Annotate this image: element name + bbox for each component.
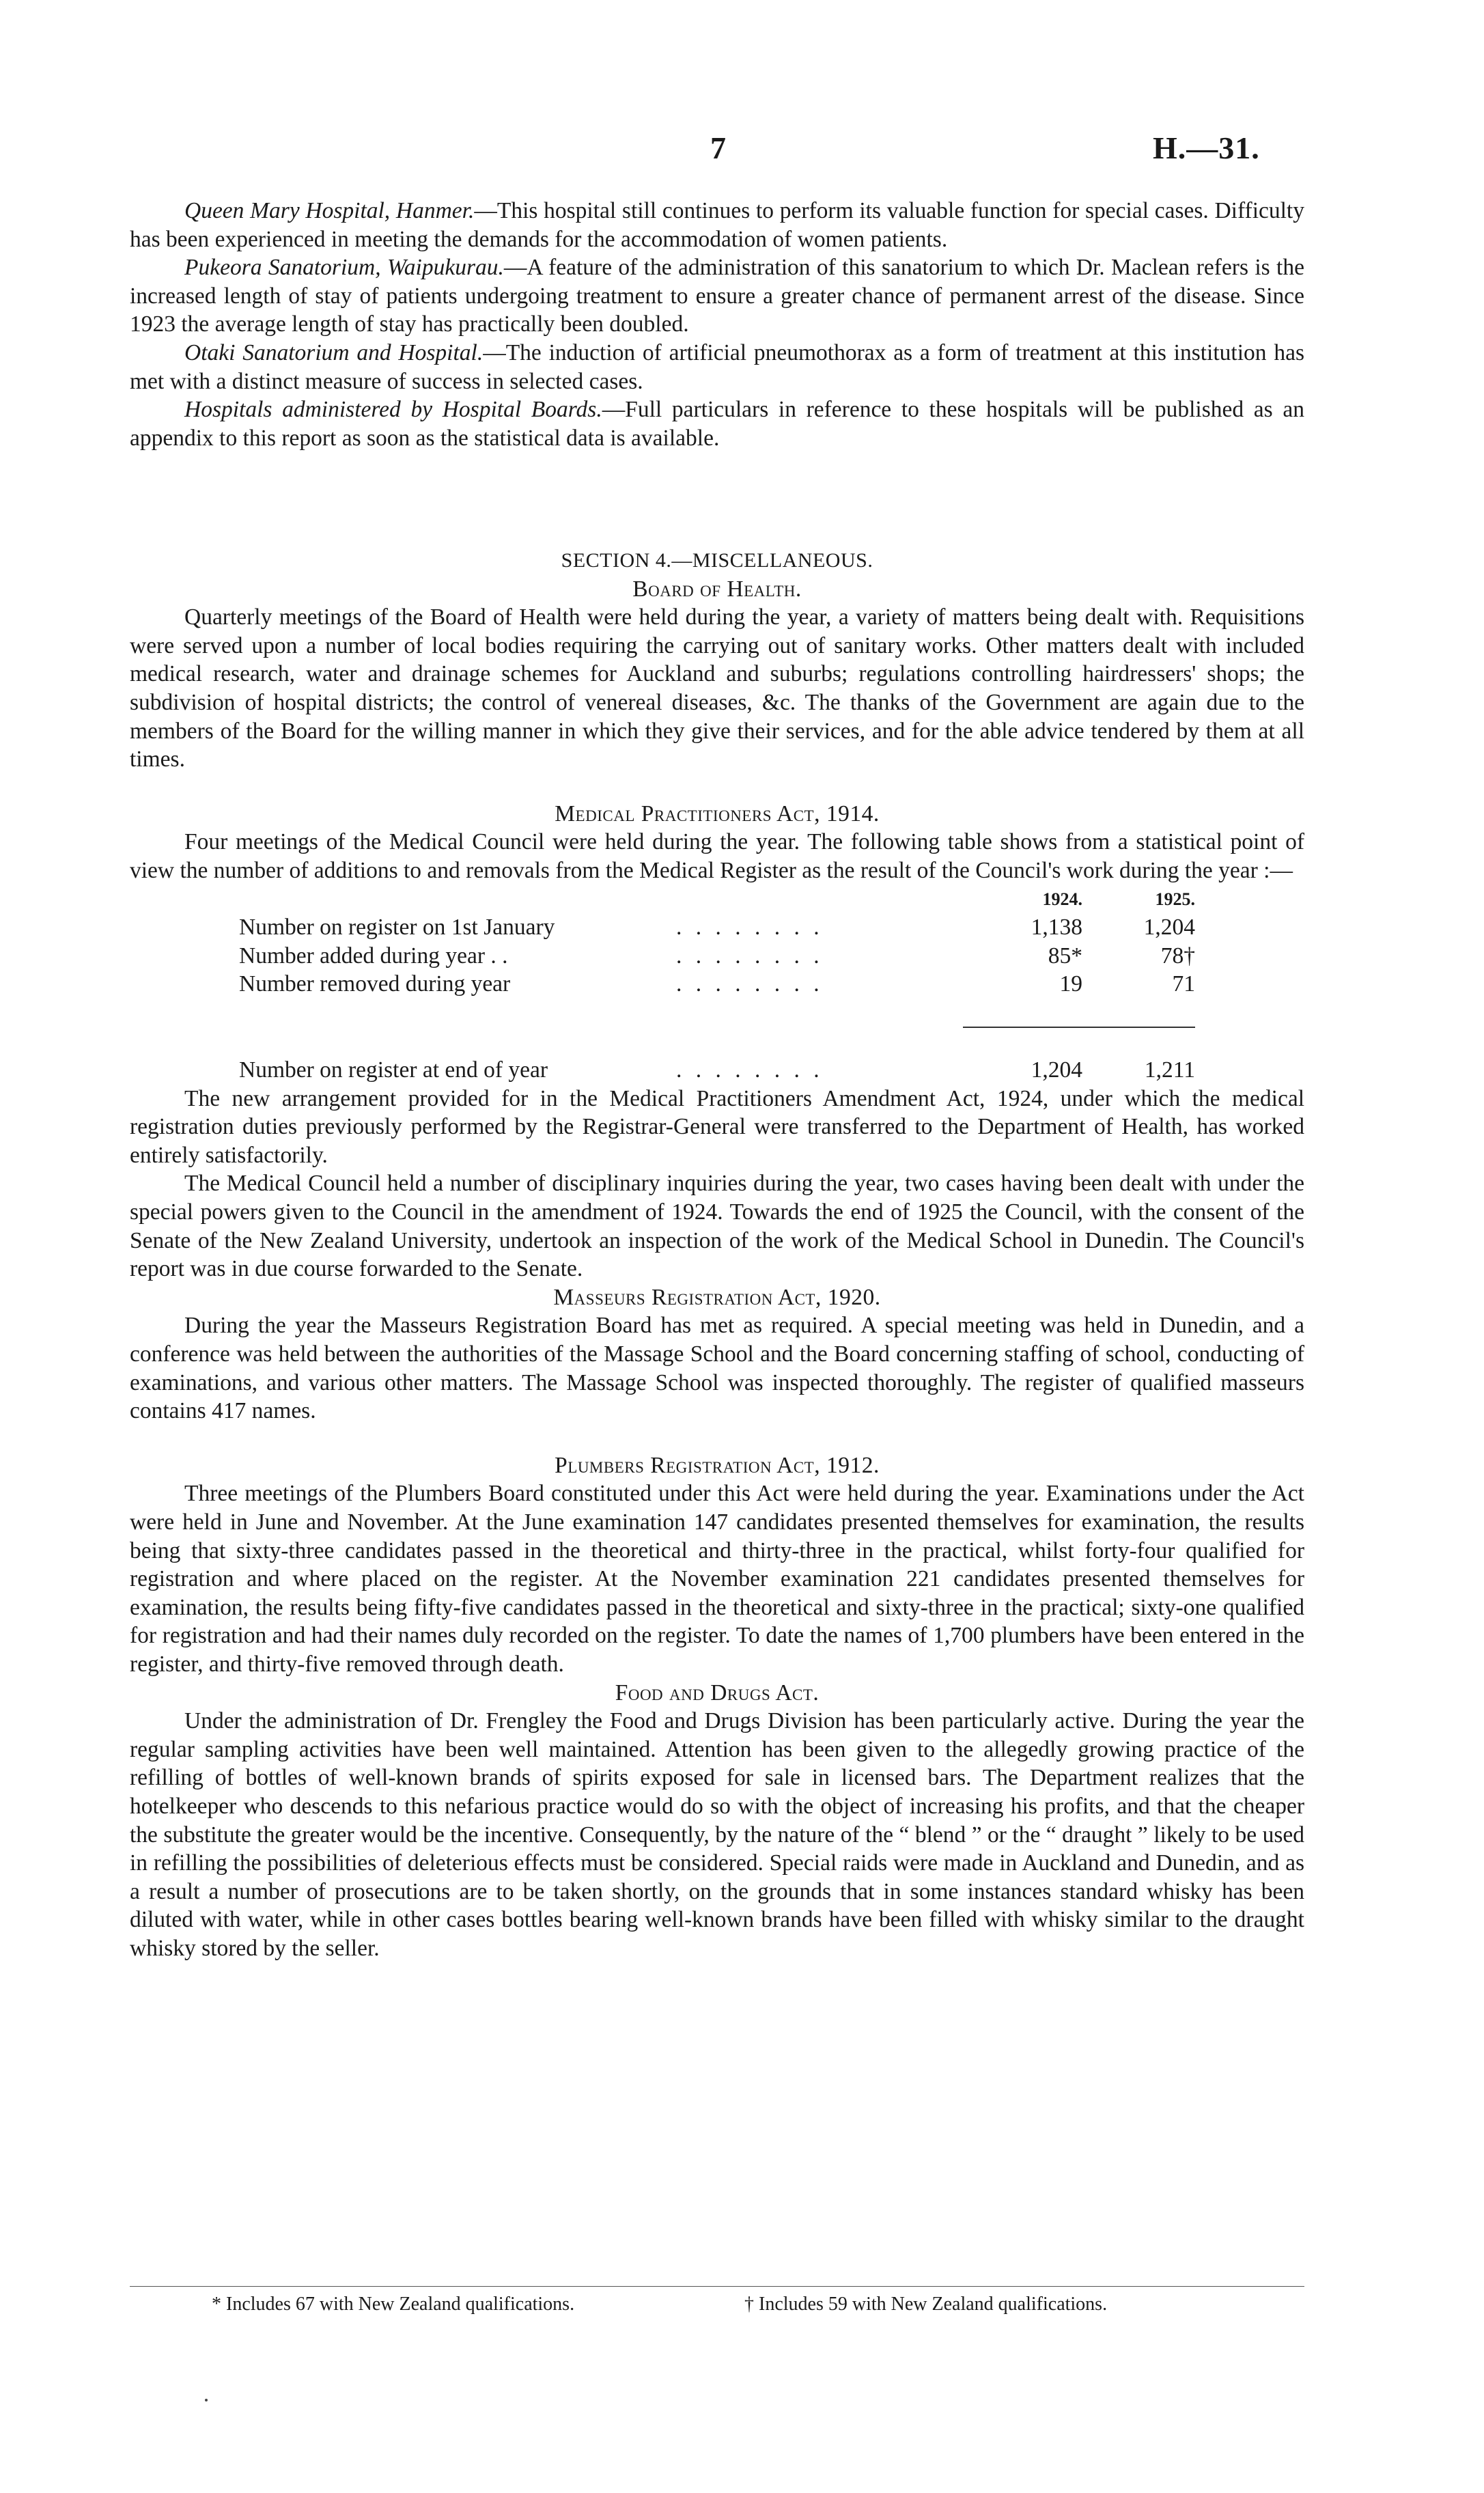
board-of-health-text: Quarterly meetings of the Board of Health were held during the year, a variety of matters being dealt with. Requisitions were served upon a number of local bodies requiring the carrying out of sanitary works. Other matters dealt with included medical research, water and drainage schemes for Auckland and suburbs; regulations controlling hairdressers' shops; the subdivision of hospital districts; the control of venereal diseases, &c. The thanks of the Government are again due to the members of the Board for the willing manner in which they give their services, and for the able advice tendered by them at all times. — [130, 604, 1304, 772]
value-1925: 1,211 — [1144, 1057, 1195, 1083]
paragraph-text: —A feature of the administration of this sanatorium to which Dr. Maclean refers is the increased length of stay of patients undergoing treatment to ensure a greater chance of permanent arrest of the disease. Since 1923 the average length of stay has practically been doubled. — [130, 255, 1304, 337]
board-of-health-heading: Board of Health. — [632, 576, 802, 602]
table-header-row — [239, 885, 1195, 914]
document-code: H.—31. — [1153, 130, 1260, 165]
year-1924-header: 1924. — [1042, 889, 1082, 909]
value-1924: 1,204 — [1031, 1057, 1082, 1083]
paragraph-text: —Full particulars in reference to these hospitals will be published as an appendix to this report as soon as the statistical data is available. — [130, 397, 1304, 451]
leader-dots: . . . . . . . . — [676, 943, 824, 969]
paragraph-title: Hospitals administered by Hospital Boards. — [184, 397, 602, 423]
paragraph-title: Queen Mary Hospital, Hanmer. — [184, 198, 475, 223]
row-label: Number removed during year — [239, 971, 511, 997]
section-miscellaneous — [130, 546, 1304, 1963]
footnote-rule — [130, 2286, 1304, 2287]
medical-practitioners-heading: Medical Practitioners Act, 1914. — [555, 800, 880, 826]
value-1925: 1,204 — [1143, 915, 1195, 941]
value-1925: 71 — [1172, 971, 1195, 997]
footnote-star: * Includes 67 with New Zealand qualifications. — [212, 2294, 575, 2315]
leader-dots: . . . . . . . . — [676, 971, 824, 997]
year-1925-header: 1925. — [1155, 889, 1195, 909]
food-drugs-text: Under the administration of Dr. Frengley the Food and Drugs Division has been particularly active. During the year the regular sampling activities have been well maintained. Attention has been given to the allegedly growing practice of the refilling of bottles of well-known brands of spirits exposed for sale in licensed bars. The Department realizes that the hotelkeeper who descends to this nefarious practice would do so with the object of increasing his profits, and that the cheaper the substitute the greater would be the incentive. Consequently, by the nature of the “ blend ” or the “ draught ” likely to be used in refilling the possibilities of deleterious effects must be considered. Special raids were made in Auckland and Dunedin, and as a result a number of prosecutions are to be taken shortly, on the grounds that in some instances standard whisky has been diluted with water, while in other cases bottles bearing well-known brands have been filled with whisky similar to the draught whisky stored by the seller. — [130, 1708, 1304, 1961]
medical-register-table — [239, 885, 1195, 1085]
page-number: 7 — [710, 130, 726, 165]
plumbers-text: Three meetings of the Plumbers Board constituted under this Act were held during the year. Examinations under the Act were held in June and November. At the June examination 147 candidates presented themselves for examination, the results being that sixty-three candidates passed in the theoretical and thirty-three in the practical, whilst forty-four qualified for registration and where placed on the register. At the November examination 221 candidates presented themselves for examination, the results being fifty-five candidates passed in the theoretical and sixty-three in the practical; sixty-one qualified for registration and had their names duly recorded on the register. To date the names of 1,700 plumbers have been entered in the register, and thirty-five removed through death. — [130, 1481, 1304, 1677]
paragraph-text: —This hospital still continues to perform its valuable function for special cases. Difficulty has been experienced in meeting the demands for the accommodation of women patients. — [130, 198, 1304, 252]
paragraph-text: —The induction of artificial pneumothorax as a form of treatment at this institution has met with a distinct measure of success in selected cases. — [130, 339, 1304, 394]
medical-amendment-text: The new arrangement provided for in the Medical Practitioners Amendment Act, 1924, under which the medical registration duties previously performed by the Registrar-General were transferred to the Department of Health, has worked entirely satisfactorily. — [130, 1085, 1304, 1168]
hospital-boards-paragraph — [130, 395, 1304, 452]
paragraph-title: Pukeora Sanatorium, Waipukurau. — [184, 255, 504, 281]
table-row — [239, 942, 1195, 971]
sum-rule — [239, 999, 1195, 1027]
value-1925: 78† — [1160, 943, 1195, 969]
value-1924: 85* — [1048, 943, 1082, 969]
print-speck — [205, 2399, 208, 2401]
row-label: Number on register on 1st January — [239, 915, 555, 941]
leader-dots: . . . . . . . . — [676, 915, 824, 941]
food-drugs-heading: Food and Drugs Act. — [615, 1680, 820, 1705]
medical-council-text: The Medical Council held a number of disciplinary inquiries during the year, two cases having been dealt with under the special powers given to the Council in the amendment of 1924. Towards the end of 1925 the Council, with the consent of the Senate of the New Zealand University, undertook an inspection of the work of the Medical School in Dunedin. The Council's report was in due course forwarded to the Senate. — [130, 1171, 1304, 1282]
pukeora-paragraph — [130, 253, 1304, 339]
table-row — [239, 970, 1195, 999]
section-title: SECTION 4.—MISCELLANEOUS. — [561, 549, 873, 572]
table-row — [239, 913, 1195, 942]
medical-intro-text: Four meetings of the Medical Council were held during the year. The following table shows from a statistical point of view the number of additions to and removals from the Medical Register as the result of the Council's work during the year :— — [130, 829, 1304, 883]
masseurs-text: During the year the Masseurs Registration Board has met as required. A special meeting was held in Dunedin, and a conference was held between the authorities of the Massage School and the Board concerning staffing of school, conducting of examinations, and various other matters. The Massage School was inspected thoroughly. The register of qualified masseurs contains 417 names. — [130, 1313, 1304, 1424]
row-label: Number on register at end of year — [239, 1057, 548, 1083]
paragraph-title: Otaki Sanatorium and Hospital. — [184, 339, 484, 365]
leader-dots: . . . . . . . . — [676, 1057, 824, 1083]
row-label: Number added during year . . — [239, 943, 508, 969]
queen-mary-paragraph — [130, 197, 1304, 253]
plumbers-heading: Plumbers Registration Act, 1912. — [555, 1452, 880, 1478]
value-1924: 1,138 — [1031, 915, 1082, 941]
footnote-dagger: † Includes 59 with New Zealand qualifications. — [744, 2294, 1108, 2315]
table-total-row — [239, 1056, 1195, 1085]
otaki-paragraph — [130, 339, 1304, 395]
hospital-paragraphs — [130, 197, 1304, 452]
value-1924: 19 — [1059, 971, 1082, 997]
masseurs-heading: Masseurs Registration Act, 1920. — [553, 1284, 881, 1310]
